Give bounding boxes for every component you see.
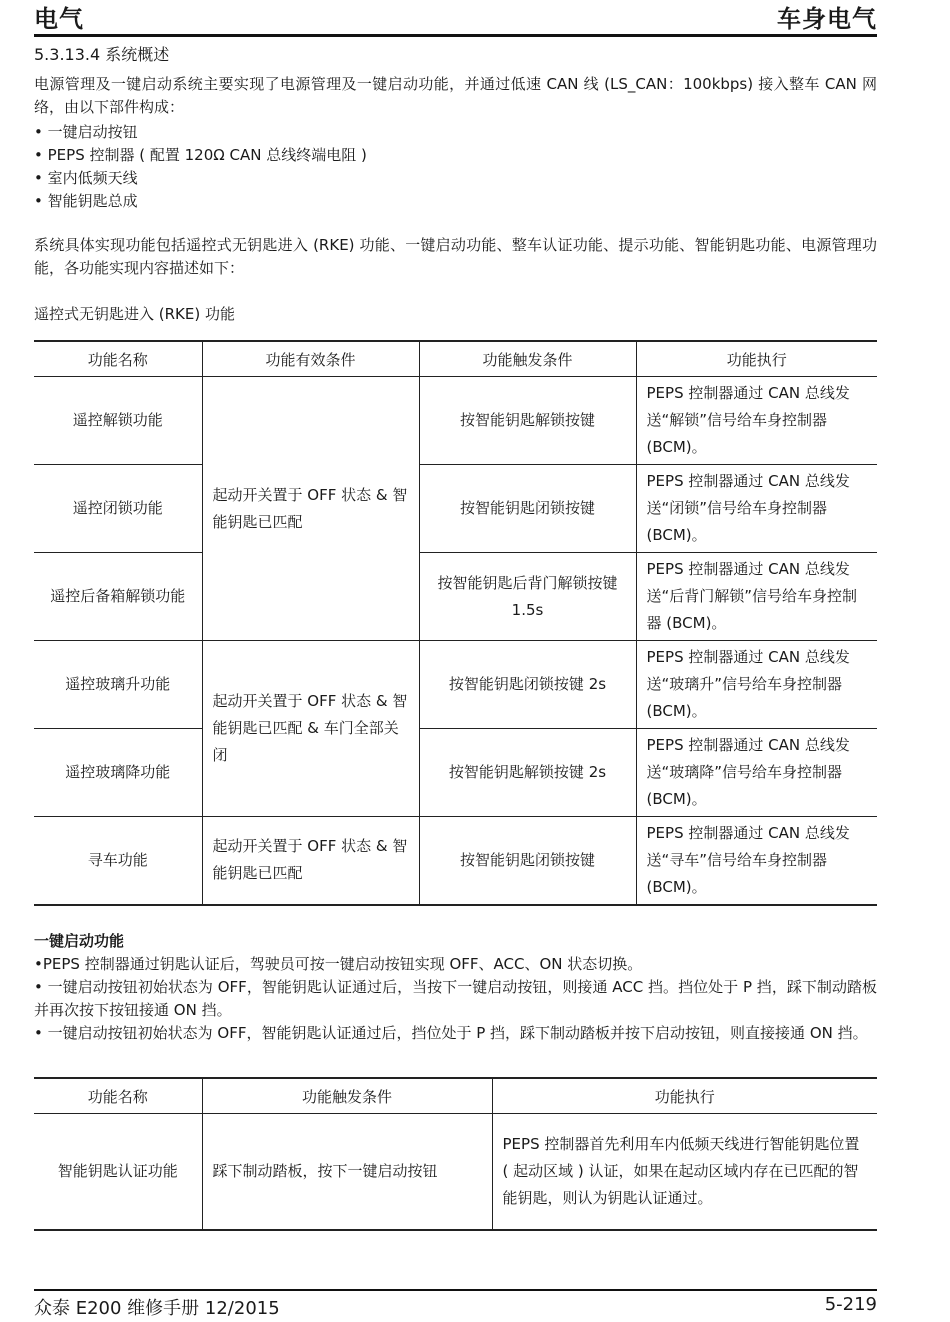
function-name: 遥控玻璃降功能 (34, 729, 202, 817)
function-condition: 起动开关置于 OFF 状态 & 智能钥匙已匹配 (202, 377, 419, 641)
function-name: 智能钥匙认证功能 (34, 1114, 202, 1230)
table-row (34, 553, 877, 641)
column-header: 功能触发条件 (419, 341, 636, 377)
list-item: • 一键启动按钮初始状态为 OFF，智能钥匙认证通过后，挡位处于 P 挡，踩下制动踏板并按下启动按钮，则直接接通 ON 挡。 (34, 1022, 877, 1045)
table-row (34, 817, 877, 905)
functions-paragraph: 系统具体实现功能包括遥控式无钥匙进入 (RKE) 功能、一键启动功能、整车认证功能、提示功能、智能钥匙功能、电源管理功能，各功能实现内容描述如下： (34, 236, 877, 277)
rke-table (34, 340, 877, 906)
function-exec: PEPS 控制器通过 CAN 总线发送“闭锁”信号给车身控制器 (BCM)。 (636, 465, 877, 553)
function-name: 遥控闭锁功能 (34, 465, 202, 553)
list-item: • PEPS 控制器 ( 配置 120Ω CAN 总线终端电阻 ) (34, 144, 367, 167)
auth-table (34, 1077, 877, 1231)
function-name: 遥控玻璃升功能 (34, 641, 202, 729)
column-header: 功能名称 (34, 341, 202, 377)
list-item: • 智能钥匙总成 (34, 190, 367, 213)
table-row (34, 641, 877, 729)
function-name: 遥控后备箱解锁功能 (34, 553, 202, 641)
footer-manual-title: 众泰 E200 维修手册 12/2015 (34, 1298, 280, 1319)
column-header: 功能触发条件 (202, 1078, 492, 1114)
table-header-row (34, 1078, 877, 1114)
function-trigger: 按智能钥匙闭锁按键 2s (419, 641, 636, 729)
list-item: • 一键启动按钮初始状态为 OFF，智能钥匙认证通过后，当按下一键启动按钮，则接通 ACC 挡。挡位处于 P 挡，踩下制动踏板并再次按下按钮接通 ON 挡。 (34, 976, 877, 1022)
column-header: 功能名称 (34, 1078, 202, 1114)
table-row (34, 465, 877, 553)
page-footer (34, 1289, 877, 1321)
function-trigger: 按智能钥匙闭锁按键 (419, 817, 636, 905)
page-number: 5-219 (824, 1294, 877, 1315)
page-header (34, 0, 877, 37)
component-list (34, 121, 367, 213)
function-condition: 起动开关置于 OFF 状态 & 智能钥匙已匹配 (202, 817, 419, 905)
column-header: 功能执行 (636, 341, 877, 377)
function-exec: PEPS 控制器通过 CAN 总线发送“寻车”信号给车身控制器 (BCM)。 (636, 817, 877, 905)
start-function-list (34, 953, 877, 1045)
function-exec: PEPS 控制器通过 CAN 总线发送“玻璃降”信号给车身控制器 (BCM)。 (636, 729, 877, 817)
intro-paragraph: 电源管理及一键启动系统主要实现了电源管理及一键启动功能，并通过低速 CAN 线 (LS_CAN：100kbps) 接入整车 CAN 网络，由以下部件构成： (34, 75, 877, 116)
function-name: 遥控解锁功能 (34, 377, 202, 465)
list-item: • 一键启动按钮 (34, 121, 367, 144)
table-row (34, 377, 877, 465)
list-item: • 室内低频天线 (34, 167, 367, 190)
function-exec: PEPS 控制器通过 CAN 总线发送“后背门解锁”信号给车身控制器 (BCM)。 (636, 553, 877, 641)
column-header: 功能有效条件 (202, 341, 419, 377)
header-chapter: 电气 (34, 5, 84, 33)
function-exec: PEPS 控制器通过 CAN 总线发送“玻璃升”信号给车身控制器 (BCM)。 (636, 641, 877, 729)
start-title: 一键启动功能 (34, 932, 125, 950)
list-item: • PEPS 控制器通过钥匙认证后，驾驶员可按一键启动按钮实现 OFF、ACC、ON 状态切换。 (34, 953, 877, 976)
function-trigger: 按智能钥匙解锁按键 (419, 377, 636, 465)
function-trigger: 按智能钥匙解锁按键 2s (419, 729, 636, 817)
rke-title: 遥控式无钥匙进入 (RKE) 功能 (34, 305, 235, 323)
table-row (34, 1114, 877, 1230)
function-condition: 起动开关置于 OFF 状态 & 智能钥匙已匹配 & 车门全部关闭 (202, 641, 419, 817)
function-trigger: 按智能钥匙后背门解锁按键 1.5s (419, 553, 636, 641)
function-trigger: 踩下制动踏板，按下一键启动按钮 (202, 1114, 492, 1230)
column-header: 功能执行 (492, 1078, 877, 1114)
section-title: 5.3.13.4 系统概述 (34, 45, 170, 64)
function-name: 寻车功能 (34, 817, 202, 905)
function-exec: PEPS 控制器首先利用车内低频天线进行智能钥匙位置 ( 起动区域 ) 认证，如果在起动区域内存在已匹配的智能钥匙，则认为钥匙认证通过。 (492, 1114, 877, 1230)
table-header-row (34, 341, 877, 377)
table-row (34, 729, 877, 817)
function-exec: PEPS 控制器通过 CAN 总线发送“解锁”信号给车身控制器 (BCM)。 (636, 377, 877, 465)
header-section: 车身电气 (777, 5, 877, 33)
function-trigger: 按智能钥匙闭锁按键 (419, 465, 636, 553)
